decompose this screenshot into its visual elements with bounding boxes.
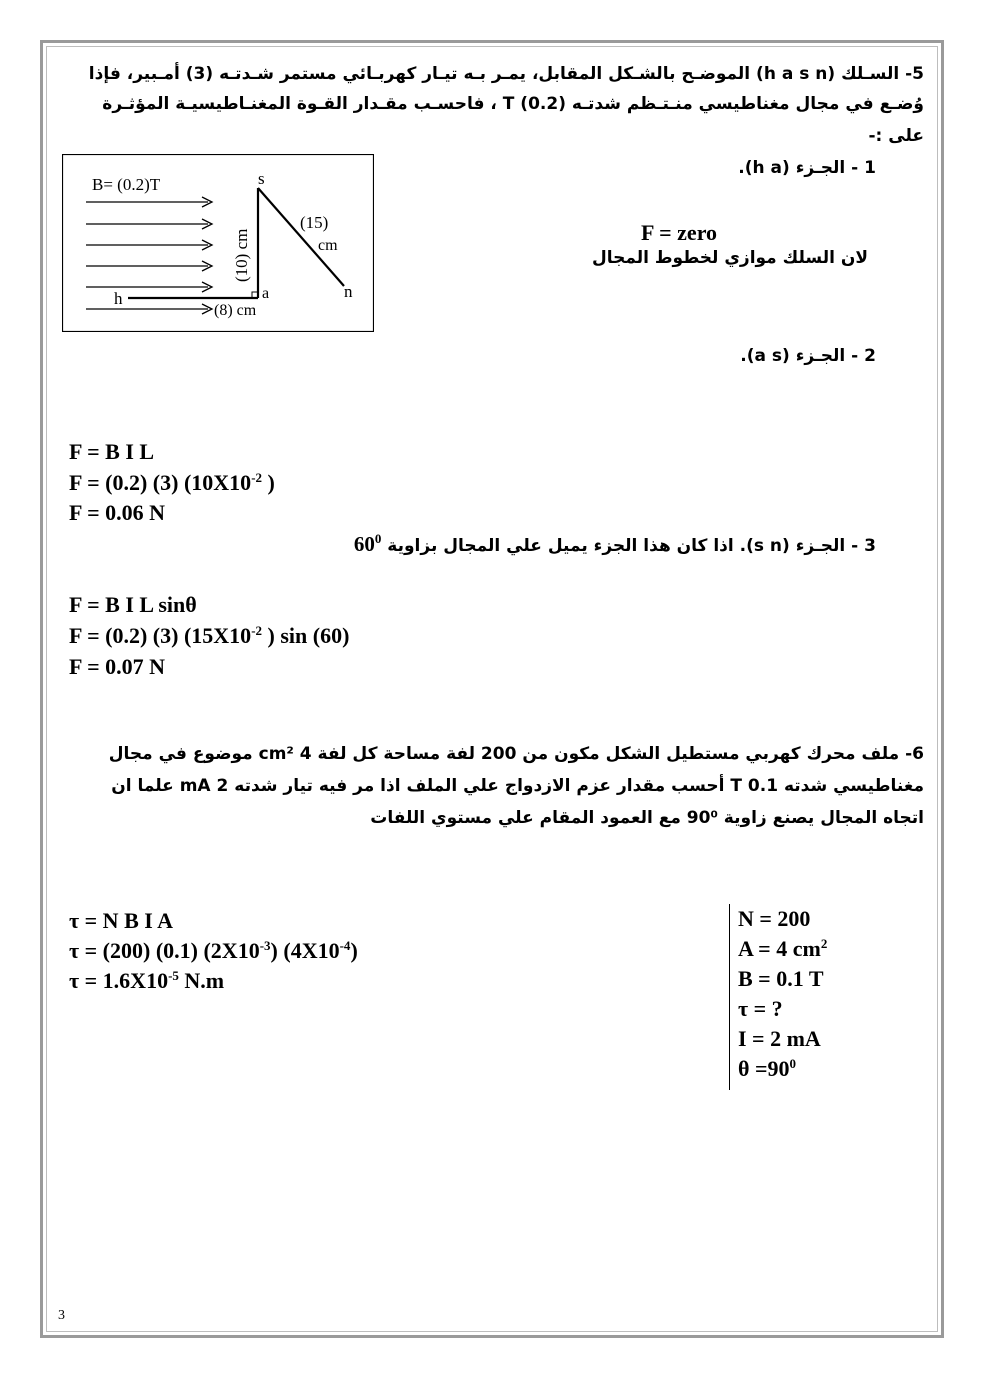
label-a: a xyxy=(262,285,270,302)
q6-eq1: τ = N B I A xyxy=(69,908,173,933)
q6-given-values xyxy=(729,904,890,1090)
q5-part2-label: 2 - الجـزء (a s). xyxy=(740,346,876,366)
field-label: B= (0.2)T xyxy=(92,175,161,194)
wire-diagram xyxy=(62,154,374,332)
q6-eq2: τ = (200) (0.1) $(2X10^{-3})$ $(4X10^{-4})$ xyxy=(69,938,358,963)
given-n: N = 200 xyxy=(738,906,811,931)
q5-intro-line3: على :- xyxy=(868,126,924,146)
q5-part1-result: F = zero xyxy=(641,220,718,245)
q5-part2-eq3: F = 0.06 N xyxy=(69,500,166,525)
label-side-sn-num: (15) xyxy=(300,213,329,232)
q5-part3-eq3: F = 0.07 N xyxy=(69,654,166,679)
given-b: B = 0.1 T xyxy=(738,966,824,991)
q5-intro-line1: 5- السـلك (h a s n) الموضـح بالشـكل المقابل، يمـر بـه تيـار كهربـائي مستمر شـدتـه (3) أمـبير، فإذا xyxy=(88,64,924,84)
q5-part1-label: 1 - الجـزء (h a). xyxy=(738,158,876,178)
q6-line1: 6- ملف محرك كهربي مستطيل الشكل مكون من 200 لفة مساحة كل لفة 4 cm² موضوع في مجال xyxy=(108,744,924,764)
q6-eq3: $\tau = 1.6X10^{-5}$ N.m xyxy=(69,968,225,993)
q5-part2-eq2: F = (0.2) (3) ($10X10^{-2}$ ) xyxy=(69,470,275,495)
given-tau: τ = ? xyxy=(738,996,783,1021)
label-h: h xyxy=(114,289,123,308)
q5-part3-eq2: F = (0.2) (3) ($15X10^{-2}$ ) sin (60) xyxy=(69,623,350,648)
label-side-as: (10) cm xyxy=(232,228,251,282)
label-s: s xyxy=(258,169,265,188)
label-side-sn-unit: cm xyxy=(318,237,338,254)
q5-part2-eq1: F = B I L xyxy=(69,439,155,464)
q5-intro-line2: وُضـع في مجال مغناطيسي منـتـظم شدتـه T (0.2) ، فاحسـب مقـدار القـوة المغنـاطيسيـة المؤثـرة xyxy=(102,94,924,114)
given-theta: $\theta =90^0$ xyxy=(738,1056,797,1081)
q5-part3-label: 3 - الجـزء (s n). اذا كان هذا الجزء يميل علي المجال بزاوية $60^0$ xyxy=(353,531,876,556)
q5-part3-eq1: F = B I L sinθ xyxy=(69,592,197,617)
page-number: 3 xyxy=(58,1308,65,1323)
given-a: A = 4 $cm^2$ xyxy=(738,936,828,961)
q5-part1-reason: لان السلك موازي لخطوط المجال xyxy=(591,248,868,268)
given-i: I = 2 mA xyxy=(738,1026,821,1051)
label-side-ha: (8) cm xyxy=(214,302,257,319)
label-n: n xyxy=(344,282,353,301)
q6-line2: مغناطيسي شدته 0.1 T أحسب مقدار عزم الازدواج علي الملف اذا مر فيه تيار شدته 2 mA علما ان xyxy=(111,776,924,796)
q6-line3: اتجاه المجال يصنع زاوية 90⁰ مع العمود المقام علي مستوي اللفات xyxy=(370,808,924,828)
